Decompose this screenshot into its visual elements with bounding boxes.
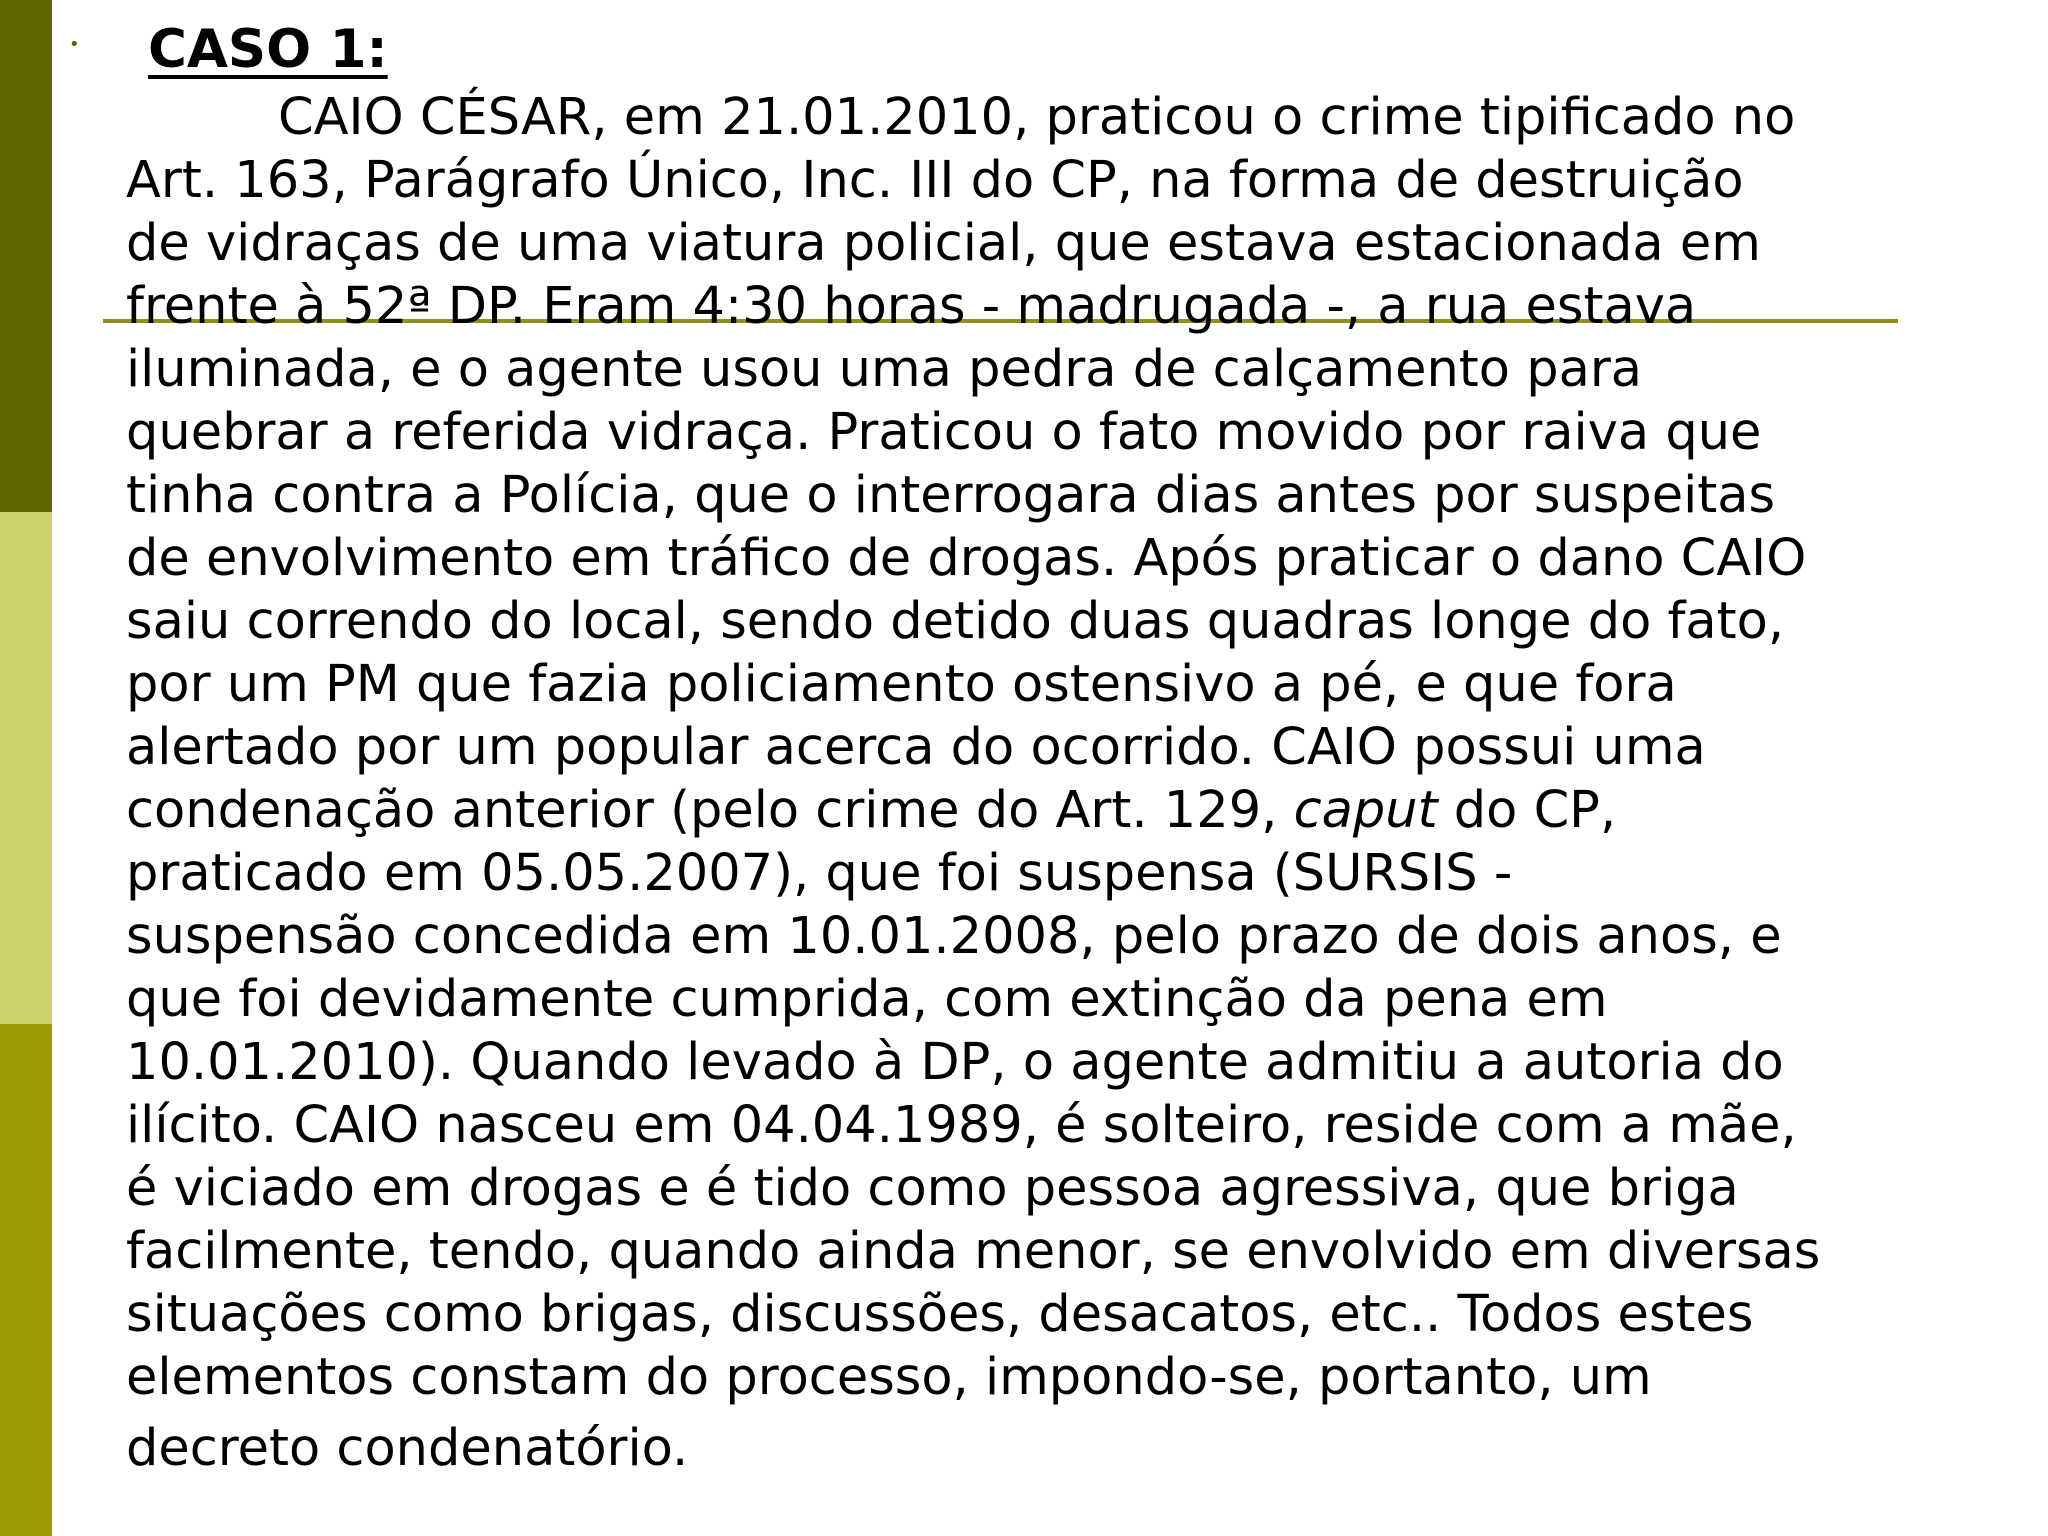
sidebar-band-top [0,0,52,512]
body-line: de vidraças de uma viatura policial, que estava estacionada em [126,214,1761,273]
body-line: por um PM que fazia policiamento ostensivo a pé, e que fora [126,655,1677,714]
bullet-icon: • [69,34,80,55]
body-line: frente à 52ª DP. Eram 4:30 horas - madrugada -, a rua estava [126,277,1697,336]
body-line: alertado por um popular acerca do ocorrido. CAIO possui uma [126,718,1706,777]
body-line: iluminada, e o agente usou uma pedra de calçamento para [126,340,1643,399]
sidebar-band-middle [0,512,52,1024]
body-line: praticado em 05.05.2007), que foi suspensa (SURSIS - [126,844,1513,903]
case-body-text [126,86,2036,1480]
body-line [126,779,2036,842]
body-line: Art. 163, Parágrafo Único, Inc. III do CP, na forma de destruição [126,151,1744,210]
sidebar-band-bottom [0,1024,52,1536]
body-line: 10.01.2010). Quando levado à DP, o agente admitiu a autoria do [126,1033,1784,1092]
body-line: ilícito. CAIO nasceu em 04.04.1989, é solteiro, reside com a mãe, [126,1096,1797,1155]
body-line: é viciado em drogas e é tido como pessoa agressiva, que briga [126,1159,1739,1218]
body-text-segment: condenação anterior (pelo crime do Art. 129, [126,781,1294,840]
slide-heading: CASO 1: [148,19,388,80]
italic-term: caput [1293,781,1438,840]
body-line: elementos constam do processo, impondo-se, portanto, um [126,1348,1652,1407]
body-line: de envolvimento em tráfico de drogas. Após praticar o dano CAIO [126,529,1807,588]
body-line: decreto condenatório. [126,1419,689,1478]
body-line: facilmente, tendo, quando ainda menor, se envolvido em diversas [126,1222,1821,1281]
body-line: quebrar a referida vidraça. Praticou o fato movido por raiva que [126,403,1762,462]
body-line: saiu correndo do local, sendo detido duas quadras longe do fato, [126,592,1785,651]
body-line: suspensão concedida em 10.01.2008, pelo prazo de dois anos, e [126,907,1782,966]
body-text-segment: do CP, [1437,781,1617,840]
body-line: tinha contra a Polícia, que o interrogara dias antes por suspeitas [126,466,1776,525]
body-line: situações como brigas, discussões, desacatos, etc.. Todos estes [126,1285,1754,1344]
body-line: que foi devidamente cumprida, com extinção da pena em [126,970,1608,1029]
body-line: CAIO CÉSAR, em 21.01.2010, praticou o crime tipificado no [278,88,1796,147]
